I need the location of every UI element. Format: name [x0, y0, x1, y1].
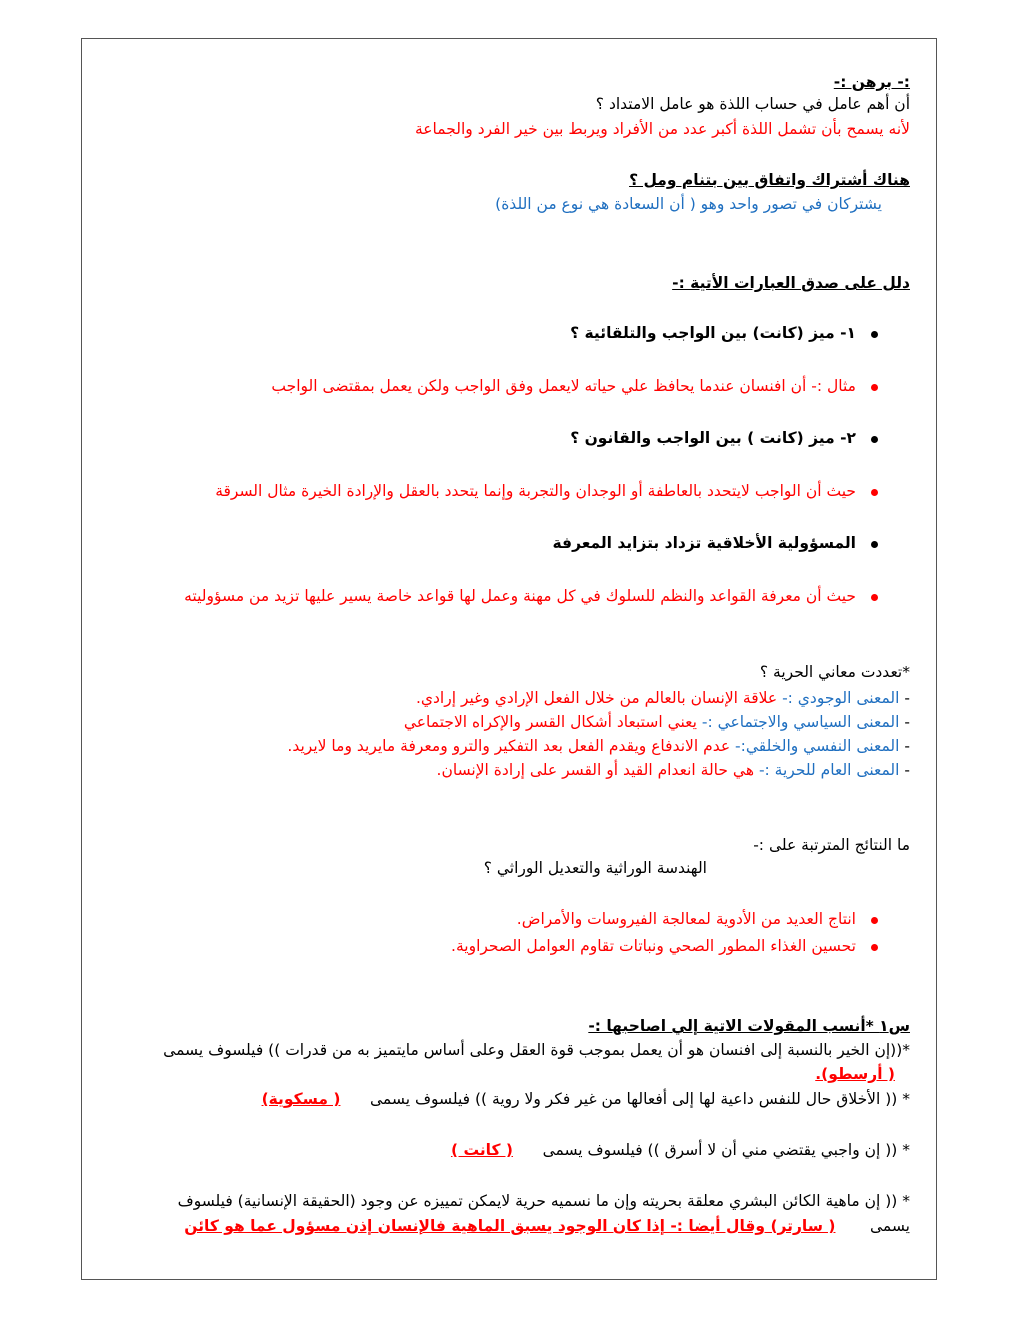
genetics-subheading: الهندسة الوراثية والتعديل الوراثي ؟	[483, 859, 707, 877]
freedom-line-4: - المعنى العام للحرية :- هي حالة انعدام القيد أو القسر على إرادة الإنسان.	[436, 761, 910, 779]
bullet-icon	[871, 917, 878, 924]
bullet-icon	[871, 489, 878, 496]
freedom-label-1: المعنى الوجودي :-	[782, 689, 900, 707]
quote-1-answer: ( أرسطو).	[815, 1065, 895, 1083]
bullet-icon	[871, 436, 878, 443]
freedom-text-3: عدم الاندفاع ويقدم الفعل بعد التفكير والترو ومعرفة مايريد وما لايريد.	[287, 737, 731, 755]
quote-1-text: *((إن الخير بالنسبة إلى افنسان هو أن يعمل بموجب قوة العقل وعلى أساس مايتميز به من قدرات )) فيلسوف يسمى	[163, 1041, 910, 1059]
agree-answer: يشتركان في تصور واحد وهو ( أن السعادة هي نوع من اللذة)	[495, 195, 882, 213]
freedom-label-3: المعنى النفسي والخلقي:-	[735, 737, 900, 755]
quote-3-text: * (( إن واجبي يقتضي مني أن لا أسرق )) فيلسوف يسمى ( كانت )	[450, 1141, 910, 1159]
genetics-item-1: انتاج العديد من الأدوية لمعالجة الفيروسات والأمراض.	[516, 910, 856, 928]
freedom-heading: *تعددت معاني الحرية ؟	[759, 663, 910, 681]
freedom-text-4: هي حالة انعدام القيد أو القسر على إرادة الإنسان.	[436, 761, 754, 779]
quote-4-text: * (( إن ماهية الكائن البشري معلقة بحريته وإن ما نسميه حرية لايمكن تمييزه عن وجود (الحقيقة الإنسانية) فيلسوف	[177, 1192, 910, 1210]
freedom-text-1: علاقة الإنسان بالعالم من خلال الفعل الإرادي وغير إرادي.	[415, 689, 778, 707]
attribute-heading: س١ *أنسب المقولات الاتية إلي اصاحبها :-	[588, 1017, 910, 1035]
freedom-text-2: يعني استبعاد أشكال القسر والإكراه الاجتماعي	[403, 713, 697, 731]
evidence-heading: دلل على صدق العبارات الأتية :-	[672, 274, 910, 292]
bullet-icon	[871, 541, 878, 548]
agree-heading: هناك أشتراك واتفاق بين بتنام ومل ؟	[629, 171, 910, 189]
quote-4-line-2: يسمى ( سارتر) وقال أيضا :- إذا كان الوجود يسبق الماهية فالإنسان إذن مسؤول عما هو كائن	[184, 1217, 910, 1235]
evidence-question-1: ١- ميز (كانت) بين الواجب والتلقائية ؟	[570, 324, 856, 342]
prove-heading: :- برهن :-	[833, 73, 910, 91]
bullet-icon	[871, 331, 878, 338]
bullet-icon	[871, 384, 878, 391]
evidence-answer-1: مثال :- أن افنسان عندما يحافظ علي حياته لايعمل وفق الواجب ولكن يعمل بمقتضى الواجب	[271, 377, 856, 395]
quote-2-answer: ( مسكوية)	[261, 1090, 341, 1108]
prove-question: أن أهم عامل في حساب اللذة هو عامل الامتداد ؟	[595, 95, 910, 113]
evidence-question-2: ٢- ميز (كانت ) بين الواجب والقانون ؟	[570, 429, 856, 447]
evidence-answer-2: حيث أن الواجب لايتحدد بالعاطفة أو الوجدان والتجربة وإنما يتحدد بالعقل والإرادة الخيرة مثال السرقة	[215, 482, 856, 500]
prove-answer: لأنه يسمح بأن تشمل اللذة أكبر عدد من الأفراد ويربط بين خير الفرد والجماعة	[415, 120, 910, 138]
quote-4-answer: ( سارتر) وقال أيضا :- إذا كان الوجود يسبق الماهية فالإنسان إذن مسؤول عما هو كائن	[184, 1217, 836, 1235]
quote-2-text: * (( الأخلاق حال للنفس داعية لها إلى أفعالها من غير فكر ولا روية )) فيلسوف يسمى ( مسكوية)	[261, 1090, 910, 1108]
bullet-icon	[871, 594, 878, 601]
freedom-label-4: المعنى العام للحرية :-	[758, 761, 900, 779]
evidence-question-3: المسؤولية الأخلاقية تزداد بتزايد المعرفة	[552, 534, 856, 552]
freedom-line-3: - المعنى النفسي والخلقي:- عدم الاندفاع ويقدم الفعل بعد التفكير والترو ومعرفة مايريد وما لايريد.	[287, 737, 910, 755]
quote-3-answer: ( كانت )	[450, 1141, 513, 1159]
freedom-line-1: - المعنى الوجودي :- علاقة الإنسان بالعالم من خلال الفعل الإرادي وغير إرادي.	[415, 689, 910, 707]
freedom-label-2: المعنى السياسي والاجتماعي :-	[701, 713, 900, 731]
genetics-item-2: تحسين الغذاء المطور الصحي ونباتات تقاوم العوامل الصحراوية.	[451, 937, 856, 955]
bullet-icon	[871, 944, 878, 951]
evidence-answer-3: حيث أن معرفة القواعد والنظم للسلوك في كل مهنة وعمل لها قواعد خاصة يسير عليها تزيد من مسؤوليته	[184, 587, 856, 605]
genetics-heading: ما النتائج المترتبة على :-	[753, 836, 910, 854]
freedom-line-2: - المعنى السياسي والاجتماعي :- يعني استبعاد أشكال القسر والإكراه الاجتماعي	[403, 713, 910, 731]
